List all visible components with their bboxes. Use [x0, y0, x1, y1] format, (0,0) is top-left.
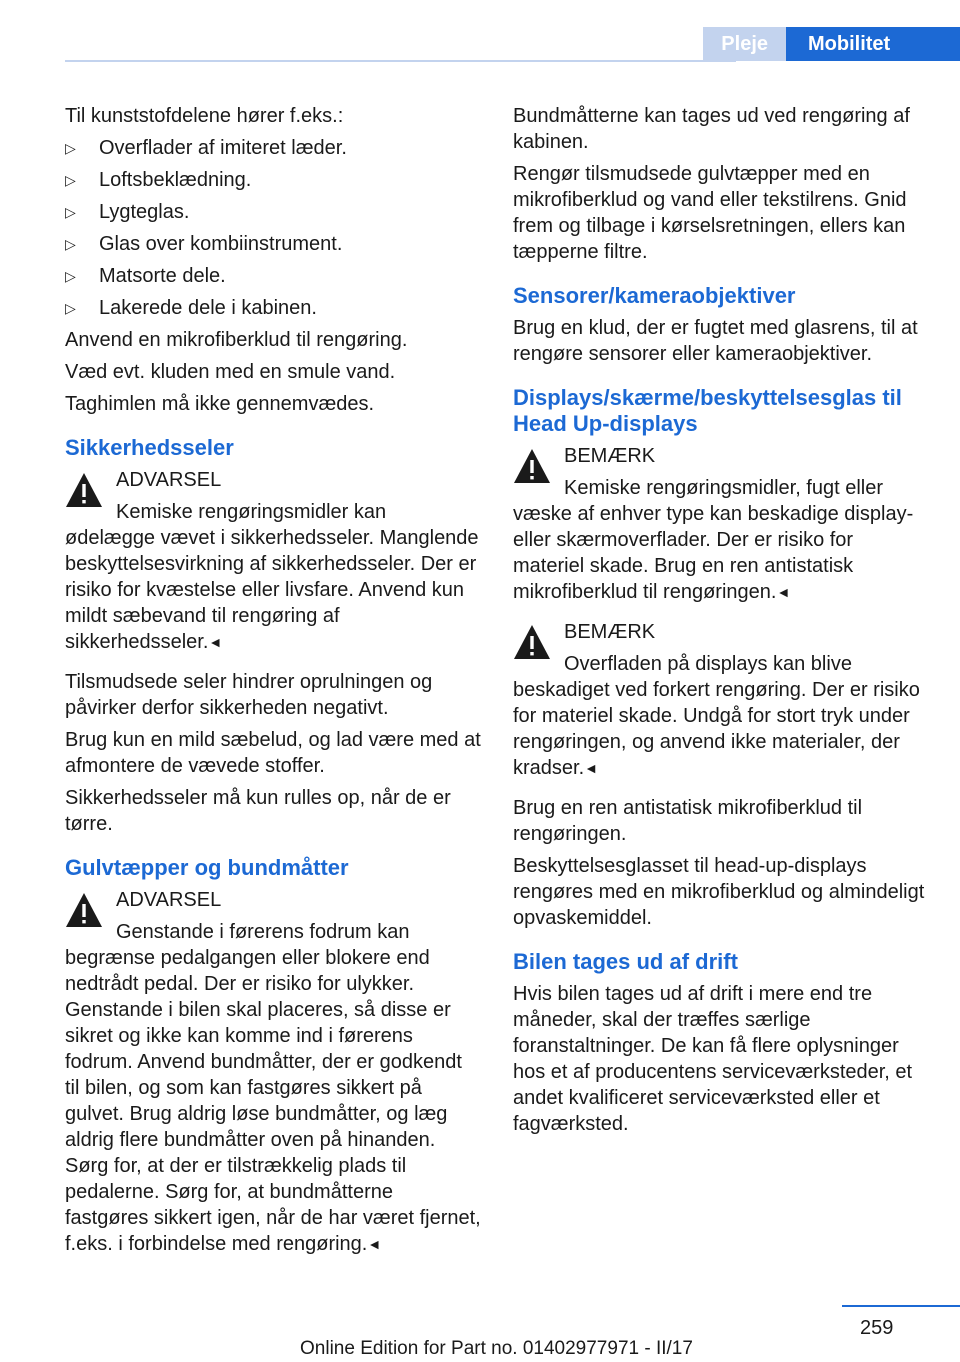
heading-sensorer: Sensorer/kameraobjektiver [513, 283, 796, 308]
warning-text: Kemiske rengøringsmidler kan ødelægge vævet i sikkerhedsseler. Manglende beskyttelsesvirkning af sikkerhedsseler. Der er risiko for kvæstelse eller livsfare. Anvend kun mildt sæbevand til rengøring af sikkerhedsseler. [65, 501, 479, 653]
note-text: Overfladen på displays kan blive beskadiget ved forkert rengøring. Der er risiko for materiel skade. Undgå for stort tryk under rengøringen, og anvend ikke materialer, der kradser. [513, 653, 920, 779]
triangle-bullet-icon: ▷ [65, 172, 76, 188]
warning-block [65, 467, 481, 655]
triangle-bullet-icon: ▷ [65, 300, 76, 316]
paragraph: Taghimlen må ikke gennemvædes. [65, 393, 375, 415]
triangle-bullet-icon: ▷ [65, 204, 76, 220]
note-heading: BEMÆRK [564, 445, 656, 467]
end-mark-icon: ◄ [367, 1236, 382, 1252]
paragraph: Brug kun en mild sæbelud, og lad være med at afmontere de vævede stoffer. [65, 729, 481, 777]
end-mark-icon: ◄ [584, 760, 599, 776]
heading-displays: Displays/skærme/beskyttelsesglas til Head Up-displays [513, 385, 902, 436]
paragraph: Rengør tilsmudsede gulvtæpper med en mikrofiberklud og vand eller tekstilrens. Gnid frem og tilbage i kørselsretningen, ellers kan tæpperne filtre. [513, 163, 907, 263]
paragraph: Beskyttelsesglasset til head-up-displays rengøres med en mikrofiberklud og almindeligt opvaskemiddel. [513, 855, 925, 929]
note-text: Kemiske rengøringsmidler, fugt eller væske af enhver type kan beskadige display- eller skærmoverflader. Der er risiko for materiel skade. Brug en ren antistatisk mikrofiberklud til rengøringen. [513, 477, 914, 603]
list-item: ▷ Loftsbeklædning. [65, 169, 252, 191]
heading-gulvtaepper: Gulvtæpper og bundmåtter [65, 855, 349, 880]
paragraph: Hvis bilen tages ud af drift i mere end tre måneder, skal der træffes særlige foranstaltninger. De kan få flere oplysninger hos et af producentens serviceværksteder, et andet kvalificeret serviceværksted eller et fagværksted. [513, 983, 913, 1135]
left-column [65, 103, 481, 1271]
warning-icon [65, 891, 103, 929]
paragraph: Brug en ren antistatisk mikrofiberklud til rengøringen. [513, 797, 863, 845]
note-heading: BEMÆRK [564, 621, 656, 643]
note-block [513, 443, 928, 605]
header-rule [65, 60, 736, 62]
header-tabs [703, 27, 960, 61]
list-item: ▷ Matsorte dele. [65, 265, 226, 287]
end-mark-icon: ◄ [208, 634, 223, 650]
list-item: ▷ Overflader af imiteret læder. [65, 137, 347, 159]
warning-icon [513, 447, 551, 485]
paragraph: Bundmåtterne kan tages ud ved rengøring af kabinen. [513, 105, 910, 153]
triangle-bullet-icon: ▷ [65, 268, 76, 284]
edition-footer: Online Edition for Part no. 01402977971 - II/17 [300, 1338, 693, 1359]
triangle-bullet-icon: ▷ [65, 236, 76, 252]
right-column [513, 103, 928, 1143]
heading-sikkerhedsseler: Sikkerhedsseler [65, 435, 234, 460]
list-item: ▷ Lygteglas. [65, 201, 190, 223]
list-item: ▷ Glas over kombiinstrument. [65, 233, 343, 255]
warning-text: Genstande i førerens fodrum kan begrænse pedalgangen eller blokere end nedtrådt pedal. Der er risiko for ulykker. Genstande i bilen skal placeres, så disse er sikret og ikke kan komme ind i førerens fodrum. Anvend bundmåtter, der er godkendt til bilen, og som kan fastgøres sikkert på gulvet. Brug aldrig løse bundmåtter, og læg aldrig flere bundmåtter oven på hinanden. Sørg for, at der er tilstrækkelig plads til pedalerne. Sørg for, at bundmåtterne fastgøres sikkert igen, når de har været fjernet, f.eks. i forbindelse med rengøring. [65, 921, 481, 1255]
footer-rule [842, 1305, 960, 1307]
note-block [513, 619, 928, 781]
paragraph: Sikkerhedsseler må kun rulles op, når de er tørre. [65, 787, 451, 835]
end-mark-icon: ◄ [776, 584, 791, 600]
warning-heading: ADVARSEL [116, 469, 222, 491]
paragraph: Tilsmudsede seler hindrer oprulningen og påvirker derfor sikkerheden negativt. [65, 671, 433, 719]
heading-bilen-tages-ud: Bilen tages ud af drift [513, 949, 738, 974]
list-item: ▷ Lakerede dele i kabinen. [65, 297, 317, 319]
paragraph: Væd evt. kluden med en smule vand. [65, 361, 396, 383]
page-number: 259 [860, 1317, 894, 1339]
warning-heading: ADVARSEL [116, 889, 222, 911]
paragraph: Brug en klud, der er fugtet med glasrens, til at rengøre sensorer eller kameraobjektiver. [513, 317, 918, 365]
tab-mobilitet[interactable]: Mobilitet [786, 27, 960, 61]
plastic-parts-list [65, 135, 481, 321]
tab-pleje[interactable]: Pleje [703, 27, 786, 61]
paragraph: Anvend en mikrofiberklud til rengøring. [65, 329, 408, 351]
triangle-bullet-icon: ▷ [65, 140, 76, 156]
warning-icon [513, 623, 551, 661]
warning-block [65, 887, 481, 1257]
intro-text: Til kunststofdelene hører f.eks.: [65, 105, 344, 127]
warning-icon [65, 471, 103, 509]
